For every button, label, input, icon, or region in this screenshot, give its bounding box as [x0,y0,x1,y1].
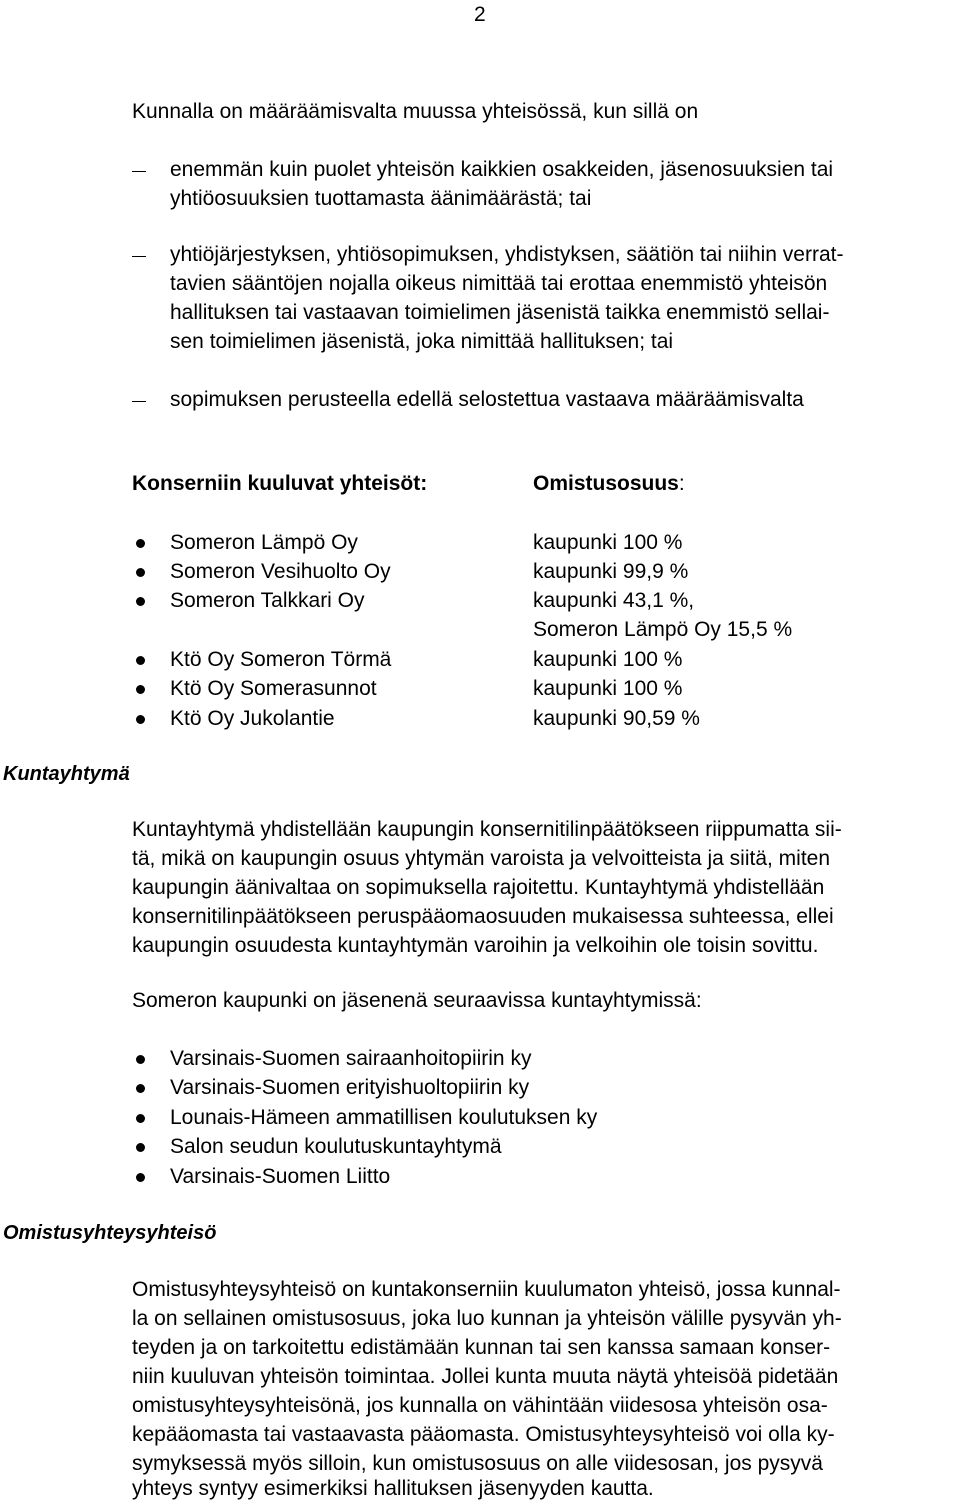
table-header-companies: Konserniin kuuluvat yhteisöt: [132,472,428,495]
dash-bullet [132,256,146,257]
company-name: Someron Vesihuolto Oy [170,560,391,583]
condition-3-line-1: sopimuksen perusteella edellä selostettua vastaava määräämisvalta [170,388,804,411]
company-share-secondary: Someron Lämpö Oy 15,5 % [533,618,793,641]
bullet [136,1143,145,1152]
bullet [136,539,145,548]
member-item: Lounais-Hämeen ammatillisen koulutuksen ky [170,1106,598,1129]
condition-2-line-2: tavien sääntöjen nojalla oikeus nimittää tai erottaa enemmistö yhteisön [170,272,828,295]
condition-1-line-1: enemmän kuin puolet yhteisön kaikkien osakkeiden, jäsenosuuksien tai [170,158,834,181]
company-share: kaupunki 43,1 %, [533,589,695,612]
kuntayhtyma-paragraph-line: Kuntayhtymä yhdistellään kaupungin konsernitilinpäätökseen riippumatta sii- [132,818,842,841]
member-item: Varsinais-Suomen Liitto [170,1165,391,1188]
kuntayhtyma-paragraph-line: tä, mikä on kaupungin osuus yhtymän varoista ja velvoitteista ja siitä, miten [132,847,831,870]
bullet [136,715,145,724]
company-name: Ktö Oy Jukolantie [170,707,335,730]
member-item: Varsinais-Suomen erityishuoltopiirin ky [170,1076,530,1099]
omistus-paragraph-line: la on sellainen omistusosuus, joka luo kunnan ja yhteisön välille pysyvän yh- [132,1307,842,1330]
company-share: kaupunki 100 % [533,677,683,700]
omistus-paragraph-line: omistusyhteysyhteisönä, jos kunnalla on vähintään viidesosa yhteisön osa- [132,1394,828,1417]
section-heading-omistusyhteysyhteiso: Omistusyhteysyhteisö [3,1222,217,1244]
intro-text: Kunnalla on määräämisvalta muussa yhteisössä, kun sillä on [132,100,699,123]
bullet [136,656,145,665]
ownership-header-label: Omistusosuus [533,472,679,495]
omistus-paragraph-line: teyden ja on tarkoitettu edistämään kunnan tai sen kanssa samaan konser- [132,1336,831,1359]
company-share: kaupunki 99,9 % [533,560,689,583]
kuntayhtyma-paragraph-line: kaupungin osuudesta kuntayhtymän varoihin ja velkoihin ole toisin sovittu. [132,934,819,957]
member-item: Salon seudun koulutuskuntayhtymä [170,1135,502,1158]
condition-1-line-2: yhtiöosuuksien tuottamasta äänimäärästä; tai [170,187,592,210]
company-name: Ktö Oy Someron Törmä [170,648,392,671]
company-share: kaupunki 100 % [533,531,683,554]
bullet [136,1084,145,1093]
member-intro: Someron kaupunki on jäsenenä seuraavissa kuntayhtymissä: [132,989,702,1012]
dash-bullet [132,401,146,402]
table-header-ownership [533,469,685,498]
bullet [136,1055,145,1064]
company-share: kaupunki 90,59 % [533,707,700,730]
member-item: Varsinais-Suomen sairaanhoitopiirin ky [170,1047,532,1070]
condition-2-line-4: sen toimielimen jäsenistä, joka nimittää hallituksen; tai [170,330,674,353]
dash-bullet [132,171,146,172]
company-name: Someron Talkkari Oy [170,589,365,612]
kuntayhtyma-paragraph-line: kaupungin äänivaltaa on sopimuksella rajoitettu. Kuntayhtymä yhdistellään [132,876,825,899]
bullet [136,568,145,577]
bullet [136,1114,145,1123]
company-share: kaupunki 100 % [533,648,683,671]
ownership-header-colon: : [678,472,685,495]
bullet [136,597,145,606]
company-name: Ktö Oy Somerasunnot [170,677,377,700]
section-heading-kuntayhtyma: Kuntayhtymä [3,763,130,785]
kuntayhtyma-paragraph-line: konsernitilinpäätökseen peruspääomaosuuden mukaisessa suhteessa, ellei [132,905,834,928]
omistus-paragraph-line: symyksessä myös silloin, kun omistusosuus on alle viidesosan, jos pysyvä [132,1452,823,1475]
omistus-paragraph-line: yhteys syntyy esimerkiksi hallituksen jäsenyyden kautta. [132,1477,654,1500]
condition-2-line-1: yhtiöjärjestyksen, yhtiösopimuksen, yhdistyksen, säätiön tai niihin verrat- [170,243,844,266]
bullet [136,1173,145,1182]
omistus-paragraph-line: kepääomasta tai vastaavasta pääomasta. Omistusyhteysyhteisö voi olla ky- [132,1423,835,1446]
page-number: 2 [474,3,486,26]
bullet [136,685,145,694]
condition-2-line-3: hallituksen tai vastaavan toimielimen jäsenistä taikka enemmistö sellai- [170,301,830,324]
omistus-paragraph-line: niin kuuluvan yhteisön toimintaa. Jollei kunta muuta näytä yhteisöä pidetään [132,1365,839,1388]
omistus-paragraph-line: Omistusyhteysyhteisö on kuntakonserniin kuulumaton yhteisö, jossa kunnal- [132,1278,841,1301]
company-name: Someron Lämpö Oy [170,531,358,554]
